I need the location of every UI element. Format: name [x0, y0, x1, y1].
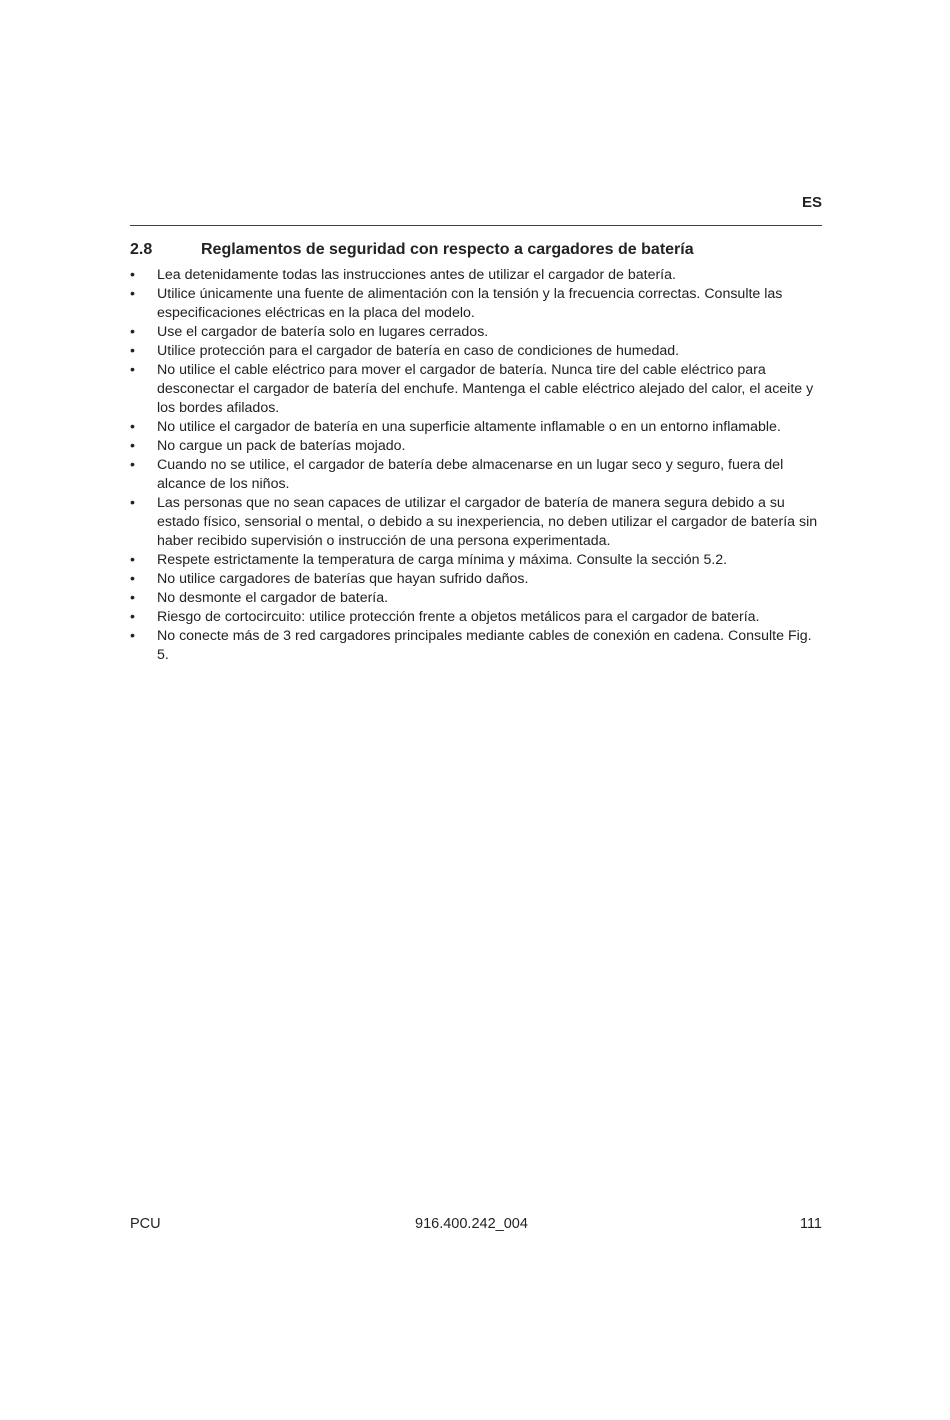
list-item-text: Use el cargador de batería solo en lugares cerrados.: [157, 324, 489, 340]
section-heading: [130, 241, 830, 259]
list-item-text: Cuando no se utilice, el cargador de batería debe almacenarse en un lugar seco y seguro, fuera del alcance de los niños.: [157, 457, 784, 492]
list-item: [130, 570, 826, 589]
language-label: ES: [801, 194, 822, 211]
list-item: [130, 608, 826, 627]
list-item-text: Lea detenidamente todas las instrucciones antes de utilizar el cargador de batería.: [157, 267, 676, 283]
list-item: [130, 494, 826, 551]
bullet-icon: •: [130, 552, 135, 568]
bullet-icon: •: [130, 362, 135, 378]
bullet-icon: •: [130, 628, 135, 644]
list-item-text: Las personas que no sean capaces de utilizar el cargador de batería de manera segura debido a su estado físico, sensorial o mental, o debido a su inexperiencia, no deben utilizar el cargador de batería sin haber recibido supervisión o instrucción de una persona experimentada.: [157, 495, 818, 549]
bullet-icon: •: [130, 457, 135, 473]
safety-rules-list: [130, 266, 826, 665]
bullet-icon: •: [130, 286, 135, 302]
list-item-text: No utilice el cargador de batería en una superficie altamente inflamable o en un entorno inflamable.: [157, 419, 781, 435]
list-item: [130, 266, 826, 285]
footer-page-number: 111: [799, 1216, 822, 1232]
bullet-icon: •: [130, 343, 135, 359]
bullet-icon: •: [130, 438, 135, 454]
section-title: Reglamentos de seguridad con respecto a cargadores de batería: [201, 241, 694, 258]
list-item: [130, 551, 826, 570]
list-item-text: Utilice únicamente una fuente de alimentación con la tensión y la frecuencia correctas. Consulte las especificaciones eléctricas en la placa del modelo.: [157, 286, 783, 321]
bullet-icon: •: [130, 324, 135, 340]
list-item-text: Utilice protección para el cargador de batería en caso de condiciones de humedad.: [157, 343, 680, 359]
bullet-icon: •: [130, 267, 135, 283]
bullet-icon: •: [130, 590, 135, 606]
list-item-text: No utilice el cable eléctrico para mover el cargador de batería. Nunca tire del cable eléctrico para desconectar el cargador de batería del enchufe. Mantenga el cable eléctrico alejado del calor, el aceite y los bordes afilados.: [157, 362, 814, 416]
list-item-text: No cargue un pack de baterías mojado.: [157, 438, 406, 454]
list-item: [130, 456, 826, 494]
list-item-text: Riesgo de cortocircuito: utilice protección frente a objetos metálicos para el cargador de batería.: [157, 609, 760, 625]
list-item: [130, 589, 826, 608]
list-item: [130, 361, 826, 418]
list-item: [130, 418, 826, 437]
list-item: [130, 323, 826, 342]
list-item: [130, 437, 826, 456]
footer-product: PCU: [130, 1216, 161, 1232]
list-item-text: No utilice cargadores de baterías que hayan sufrido daños.: [157, 571, 529, 587]
footer-document-number: 916.400.242_004: [415, 1216, 528, 1232]
list-item-text: No conecte más de 3 red cargadores principales mediante cables de conexión en cadena. Consulte Fig. 5.: [157, 628, 812, 663]
bullet-icon: •: [130, 419, 135, 435]
list-item-text: Respete estrictamente la temperatura de carga mínima y máxima. Consulte la sección 5.2.: [157, 552, 728, 568]
header-divider: [130, 225, 822, 226]
list-item: [130, 627, 826, 665]
list-item: [130, 285, 826, 323]
section-number: 2.8: [130, 241, 153, 258]
bullet-icon: •: [130, 495, 135, 511]
list-item: [130, 342, 826, 361]
list-item-text: No desmonte el cargador de batería.: [157, 590, 389, 606]
bullet-icon: •: [130, 571, 135, 587]
bullet-icon: •: [130, 609, 135, 625]
